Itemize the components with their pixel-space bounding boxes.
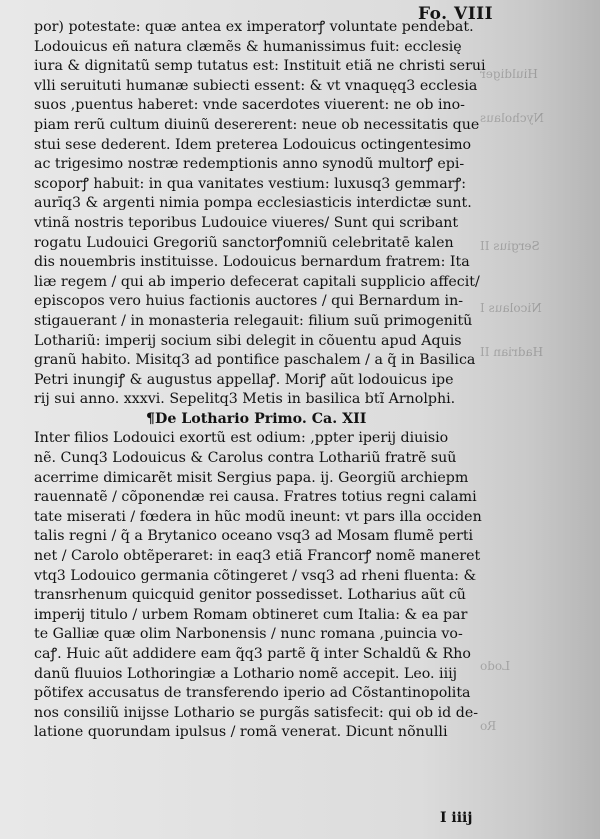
- text-line: rogatu Ludouici Gregoriũ sanctorꝭomniũ celebritatē kalen: [34, 234, 454, 251]
- pilcrow-icon: ¶: [146, 410, 156, 427]
- text-line: dis nouembris instituisse. Lodouicus bernardum fratrem: Ita: [34, 254, 470, 271]
- text-line: talis regni / q̃ a Brytanico oceano vsq3 ad Mosam flumẽ perti: [34, 528, 474, 545]
- bleed-word: Hadrian II: [480, 345, 544, 359]
- text-line: caꝭ. Huic aũt addidere eam q̃q3 partẽ q̃ inter Schaldũ & Rho: [34, 646, 471, 662]
- signature-mark: I iiij: [440, 810, 473, 826]
- text-line: iura & dignitatũ semp tutatus est: Instituit etiã ne christi serui: [34, 58, 486, 75]
- text-line: piam rerũ cultum diuinũ desererent: neue ob necessitatis que: [34, 116, 480, 133]
- text-line: põtifex accusatus de transferendo iperio ad Cõstantinopolita: [34, 685, 471, 702]
- body-text: [34, 18, 504, 743]
- bleed-word: Nycholaus: [480, 111, 544, 125]
- text-line: suos ,puentus haberet: vnde sacerdotes viuerent: ne ob ino-: [34, 97, 465, 114]
- text-line: nos consiliũ inijsse Lothario se purgãs satisfecit: qui ob id de-: [34, 704, 479, 721]
- bleed-word: Sergius II: [480, 239, 540, 253]
- bleed-word: Ro: [480, 719, 497, 733]
- chapter-title: De Lothario Primo. Ca. XII: [155, 410, 367, 427]
- text-line: vtq3 Lodouico germania cõtingeret / vsq3 ad rheni fluenta: &: [34, 567, 477, 584]
- text-line: por) potestate: quæ antea ex imperatorꝭ voluntate pendebat.: [34, 19, 474, 35]
- text-line: transrhenum quicquid genitor possedisset. Lotharius aũt cũ: [34, 587, 466, 604]
- text-line: nẽ. Cunq3 Lodouicus & Carolus contra Lothariũ fratrẽ suũ: [34, 450, 457, 467]
- text-line: granũ habito. Misitq3 ad pontifice paschalem / a q̃ in Basilica: [34, 352, 476, 369]
- text-line: acerrime dimicarẽt misit Sergius papa. ij. Georgiũ archiepm: [34, 469, 469, 486]
- text-line: stigauerant / in monasteria relegauit: filium suũ primogenitũ: [34, 312, 473, 329]
- bleed-word: Hiuldiger: [480, 67, 538, 81]
- text-line: stui sese dederent. Idem preterea Lodouicus octingentesimo: [34, 136, 472, 153]
- text-line: Petri inungiꝭ & augustus appellaꝭ. Moriꝭ aũt lodouicus ipe: [34, 371, 454, 388]
- text-line: ac trigesimo nostræ redemptionis anno synodũ multorꝭ epi-: [34, 156, 465, 173]
- bleed-word: Lodo: [480, 659, 511, 673]
- text-line: Lodouicus eñ natura clæmẽs & humanissimus fuit: ecclesię: [34, 38, 462, 55]
- text-line: vtinã nostris teporibus Ludouice viueres/ Sunt qui scribant: [34, 214, 459, 231]
- text-line: imperij titulo / urbem Romam obtineret cum Italia: & ea par: [34, 606, 468, 623]
- chapter-heading: [34, 410, 504, 430]
- text-line: rauennatẽ / cõponendæ rei causa. Fratres totius regni calami: [34, 489, 477, 506]
- text-line: rij sui anno. xxxvi. Sepelitq3 Metis in basilica btĩ Arnolphi.: [34, 391, 456, 408]
- text-line: danũ fluuios Lothoringiæ a Lothario nomẽ accepit. Leo. iiij: [34, 665, 458, 682]
- text-line: episcopos vero huius factionis auctores / qui Bernardum in-: [34, 293, 464, 310]
- text-line: tate miserati / fœdera in hũc modũ ineunt: vt pars illa occiden: [34, 508, 482, 525]
- text-line: te Galliæ quæ olim Narbonensis / nunc romana ,puincia vo-: [34, 626, 463, 643]
- text-line: Lothariũ: imperij socium sibi delegit in cõuentu apud Aquis: [34, 332, 462, 349]
- text-line: aurīq3 & argenti nimia pompa ecclesiasticis interdictæ sunt.: [34, 195, 472, 212]
- text-line: liæ regem / qui ab imperio defecerat capitali supplicio affecit/: [34, 273, 480, 290]
- text-line: latione quorundam ipulsus / romã venerat. Dicunt nõnulli: [34, 724, 448, 741]
- text-line: vlli seruituti humanæ subiecti essent: & vt vnaquęq3 ecclesia: [34, 77, 478, 94]
- text-line: net / Carolo obtẽperaret: in eaq3 etiã Francorꝭ nomẽ maneret: [34, 548, 481, 565]
- folio-number: Fo. VIII: [418, 4, 494, 24]
- bleed-word: Nicolaus I: [480, 301, 542, 315]
- text-line: scoporꝭ habuit: in qua vanitates vestium: luxusq3 gemmarꝭ:: [34, 175, 466, 192]
- text-line: Inter filios Lodouici exortũ est odium: ,ppter iperij diuisio: [34, 430, 449, 447]
